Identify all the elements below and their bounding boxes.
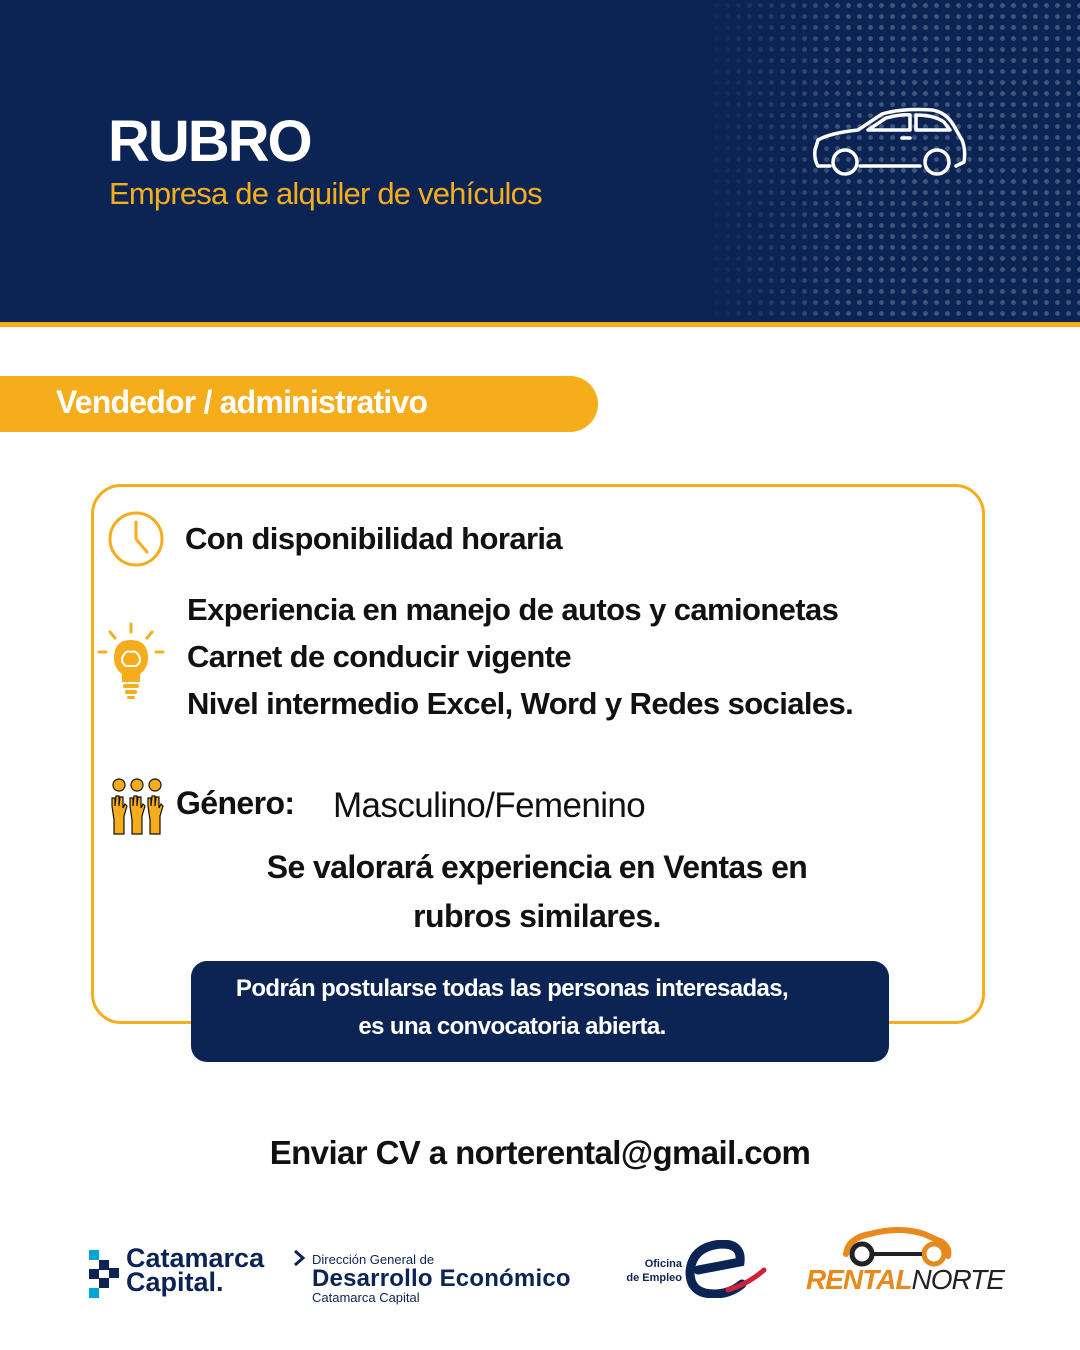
gender-value: Masculino/Femenino xyxy=(333,786,646,825)
chevron-right-icon xyxy=(293,1249,307,1267)
skill-item-2: Nivel intermedio Excel, Word y Redes sociales. xyxy=(187,686,854,721)
contact-text: Enviar CV a norterental@gmail.com xyxy=(269,1134,811,1171)
desarrollo-line-2: Desarrollo Económico xyxy=(312,1265,571,1292)
catamarca-line-2: Capital. xyxy=(126,1267,224,1297)
oficina-line-2: de Empleo xyxy=(626,1272,682,1284)
catamarca-line-1: Catamarca xyxy=(126,1243,265,1273)
desarrollo-line-3: Catamarca Capital xyxy=(312,1290,420,1305)
page-subtitle: Empresa de alquiler de vehículos xyxy=(109,176,542,211)
banner-line-2: es una convocatoria abierta. xyxy=(358,1013,666,1040)
availability-text: Con disponibilidad horaria xyxy=(185,521,563,556)
rental-text: RENTAL xyxy=(806,1264,912,1295)
rental-norte-car-icon xyxy=(840,1224,952,1268)
desarrollo-line-1: Dirección General de xyxy=(312,1252,435,1267)
clock-icon xyxy=(107,510,165,568)
oficina-line-1: Oficina xyxy=(644,1258,682,1270)
car-icon xyxy=(810,100,970,180)
page-title: RUBRO xyxy=(108,109,311,174)
plus-line-2: rubros similares. xyxy=(413,898,661,934)
oficina-empleo-e-icon xyxy=(684,1240,768,1298)
catamarca-capital-logo-icon xyxy=(89,1250,125,1298)
header-divider xyxy=(0,322,1080,327)
rental-norte-logo xyxy=(806,1264,1004,1296)
lightbulb-brain-icon xyxy=(96,622,166,702)
gender-label: Género: xyxy=(176,785,295,821)
requirements-card xyxy=(91,484,985,1024)
header-banner xyxy=(0,0,1080,322)
skill-item-0: Experiencia en manejo de autos y camionetas xyxy=(187,592,839,627)
plus-line-1: Se valorará experiencia en Ventas en xyxy=(266,849,808,885)
catamarca-capital-logo xyxy=(126,1243,265,1297)
oficina-empleo-logo xyxy=(624,1257,682,1285)
skill-item-1: Carnet de conducir vigente xyxy=(187,639,572,674)
position-pill xyxy=(0,376,598,432)
position-label: Vendedor / administrativo xyxy=(56,384,428,420)
open-call-banner xyxy=(191,961,889,1062)
banner-line-1: Podrán postularse todas las personas interesadas, xyxy=(235,975,789,1002)
norte-text: NORTE xyxy=(911,1264,1004,1295)
gender-hands-icon xyxy=(110,776,164,836)
